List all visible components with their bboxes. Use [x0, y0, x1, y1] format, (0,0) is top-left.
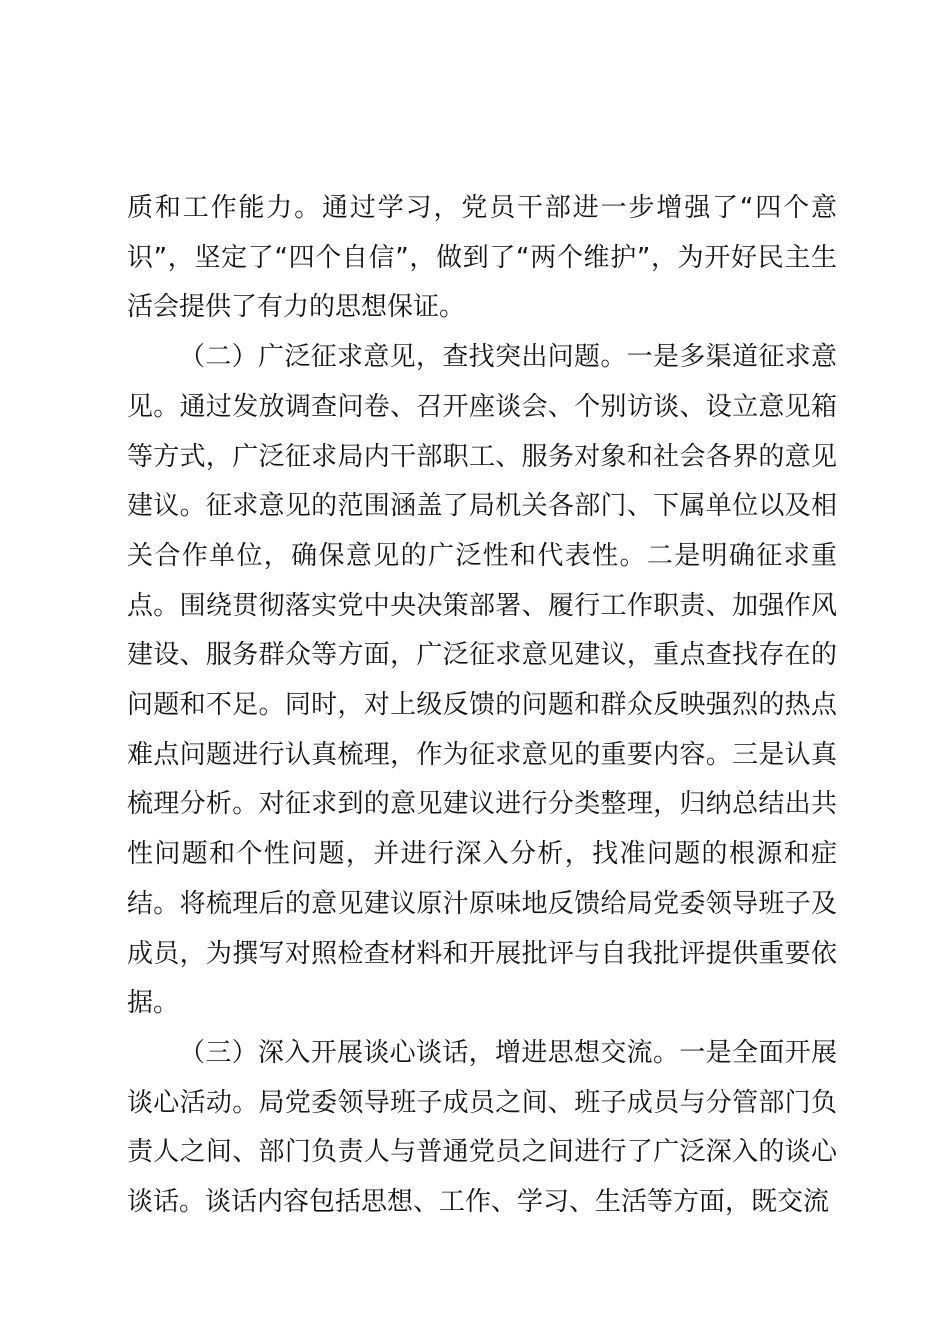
document-body	[127, 184, 837, 1228]
paragraph-section-three: （三）深入开展谈心谈话，增进思想交流。一是全面开展谈心活动。局党委领导班子成员之间、班子成员与分管部门负责人之间、部门负责人与普通党员之间进行了广泛深入的谈心谈话。谈话内容包括思想、工作、学习、生活等方面，既交流	[127, 1037, 837, 1218]
paragraph-continuation: 质和工作能力。通过学习，党员干部进一步增强了“四个意识”，坚定了“四个自信”，做到了“两个维护”，为开好民主生活会提供了有力的思想保证。	[127, 193, 837, 323]
paragraph-section-two: （二）广泛征求意见，查找突出问题。一是多渠道征求意见。通过发放调查问卷、召开座谈会、个别访谈、设立意见箱等方式，广泛征求局内干部职工、服务对象和社会各界的意见建议。征求意见的范围涵盖了局机关各部门、下属单位以及相关合作单位，确保意见的广泛性和代表性。二是明确征求重点。围绕贯彻落实党中央决策部署、履行工作职责、加强作风建设、服务群众等方面，广泛征求意见建议，重点查找存在的问题和不足。同时，对上级反馈的问题和群众反映强烈的热点难点问题进行认真梳理，作为征求意见的重要内容。三是认真梳理分析。对征求到的意见建议进行分类整理，归纳总结出共性问题和个性问题，并进行深入分析，找准问题的根源和症结。将梳理后的意见建议原汁原味地反馈给局党委领导班子及成员，为撰写对照检查材料和开展批评与自我批评提供重要依据。	[127, 342, 837, 1019]
